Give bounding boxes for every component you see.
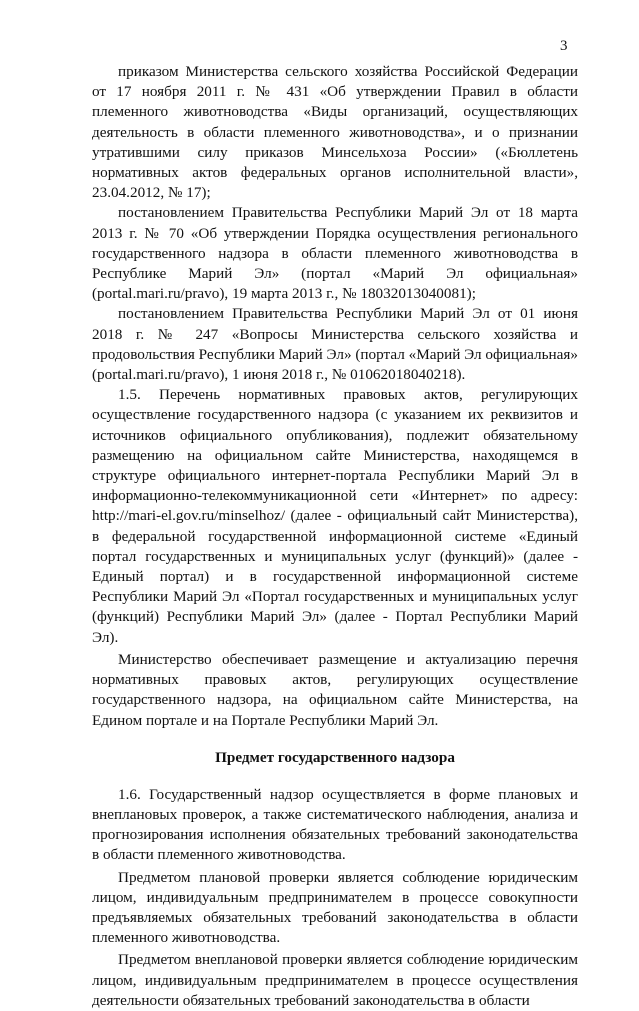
paragraph-resolution-70: постановлением Правительства Республики Марий Эл от 18 марта 2013 г. № 70 «Об утверждении Порядка осуществления регионального государственного надзора в области племенного животноводства в Республике Марий Эл» (портал «Марий Эл официальная» (portal.mari.ru/pravo), 19 марта 2013 г., № 18032013040081); bbox=[92, 204, 578, 303]
paragraph-planned-inspection: Предметом плановой проверки является соблюдение юридическим лицом, индивидуальным предпринимателем в процессе совокупности предъявляемых обязательных требований законодательства в области племенного животноводства. bbox=[92, 868, 578, 947]
page-number: 3 bbox=[560, 38, 568, 54]
section-heading: Предмет государственного надзора bbox=[215, 748, 455, 766]
paragraph-ministry-publication: Министерство обеспечивает размещение и актуализацию перечня нормативных правовых актов, регулирующих осуществление государственного надзора, на официальном сайте Министерства, на Едином портале и на Портале Республики Марий Эл. bbox=[92, 650, 578, 729]
paragraph-resolution-247: постановлением Правительства Республики Марий Эл от 01 июня 2018 г. № 247 «Вопросы Министерства сельского хозяйства и продовольствия Республики Марий Эл» (портал «Марий Эл официальная» (portal.mari.ru/pravo), 1 июня 2018 г., № 01062018040218). bbox=[92, 305, 578, 384]
paragraph-1-6: 1.6. Государственный надзор осуществляется в форме плановых и внеплановых проверок, а также систематического наблюдения, анализа и прогнозирования исполнения обязательных требований законодательства в области племенного животноводства. bbox=[92, 785, 578, 864]
paragraph-order-431: приказом Министерства сельского хозяйства Российской Федерации от 17 ноября 2011 г. № 431 «Об утверждении Правил в области племенного животноводства «Виды организаций, осуществляющих деятельность в области племенного животноводства», и о признании утратившими силу приказов Минсельхоза России» («Бюллетень нормативных актов федеральных органов исполнительной власти», 23.04.2012, № 17); bbox=[92, 63, 578, 202]
paragraph-unplanned-inspection: Предметом внеплановой проверки является соблюдение юридическим лицом, индивидуальным предпринимателем в процессе осуществления деятельности обязательных требований законодательства в области bbox=[92, 951, 578, 1009]
paragraph-1-5: 1.5. Перечень нормативных правовых актов, регулирующих осуществление государственного надзора (с указанием их реквизитов и источников официального опубликования), подлежит обязательному размещению на официальном сайте Министерства, находящемся в структуре официального интернет-портала Республики Марий Эл в информационно-телекоммуникационной сети «Интернет» по адресу: http://mari-el.gov.ru/minselhoz/ (далее - официальный сайт Министерства), в федеральной государственной информационной системе «Единый портал государственных и муниципальных услуг (функций)» (далее - Единый портал) и в государственной информационной системе Республики Марий Эл «Портал государственных и муниципальных услуг (функций) Республики Марий Эл» (далее - Портал Республики Марий Эл). bbox=[92, 386, 578, 646]
document-body bbox=[92, 62, 578, 1011]
